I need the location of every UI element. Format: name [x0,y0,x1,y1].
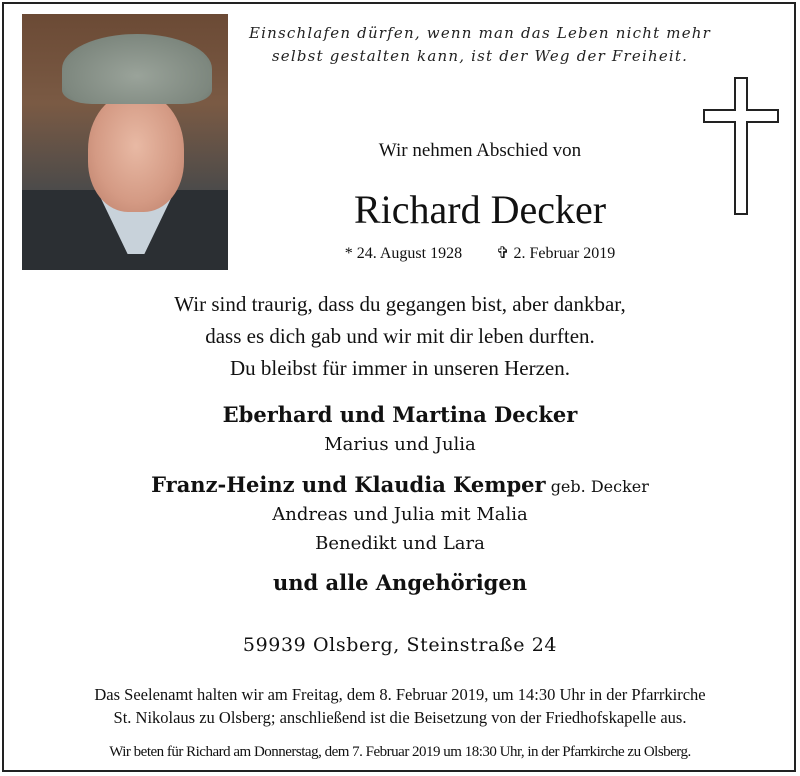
photo-hat [62,34,212,104]
family-all-relatives: und alle Angehörigen [273,570,527,595]
life-dates [240,243,720,263]
birth-date: * 24. August 1928 [344,245,463,262]
address: 59939 Olsberg, Steinstraße 24 [242,634,558,656]
photo-face [88,92,184,212]
verse-block [40,288,760,384]
quote-line: selbst gestalten kann, ist der Weg der Freiheit. [271,47,689,65]
deceased-name: Richard Decker [353,187,607,232]
family-group-2-sub-1: Andreas und Julia mit Malia [272,504,528,525]
quote-line: Einschlafen dürfen, wenn man das Leben nicht mehr [248,24,712,42]
family-group-2-sub-2: Benedikt und Lara [315,533,485,554]
prayer-notice: Wir beten für Richard am Donnerstag, dem 7. Februar 2019 um 18:30 Uhr, in der Pfarrkirche zu Olsberg. [109,744,691,760]
quote-block [240,22,720,68]
verse-line: Wir sind traurig, dass du gegangen bist, aber dankbar, [174,292,626,316]
family-group-2-main: Franz-Heinz und Klaudia Kemper [151,472,546,497]
family-group-1-main: Eberhard und Martina Decker [222,402,578,427]
family-group-2-note: geb. Decker [550,477,649,496]
verse-line: Du bleibst für immer in unseren Herzen. [230,356,570,380]
notice-line: St. Nikolaus zu Olsberg; anschließend ist die Beisetzung von der Friedhofskapelle aus. [113,708,687,727]
lead-text: Wir nehmen Abschied von [378,140,582,161]
service-notice [10,683,790,729]
verse-line: dass es dich gab und wir mit dir leben durften. [205,324,595,348]
portrait-photo [22,14,228,270]
family-group-1-sub: Marius und Julia [324,434,476,455]
family-group-2-line [40,472,760,497]
death-date: ✞ 2. Februar 2019 [496,245,616,262]
notice-line: Das Seelenamt halten wir am Freitag, dem 8. Februar 2019, um 14:30 Uhr in der Pfarrkirche [94,685,706,704]
